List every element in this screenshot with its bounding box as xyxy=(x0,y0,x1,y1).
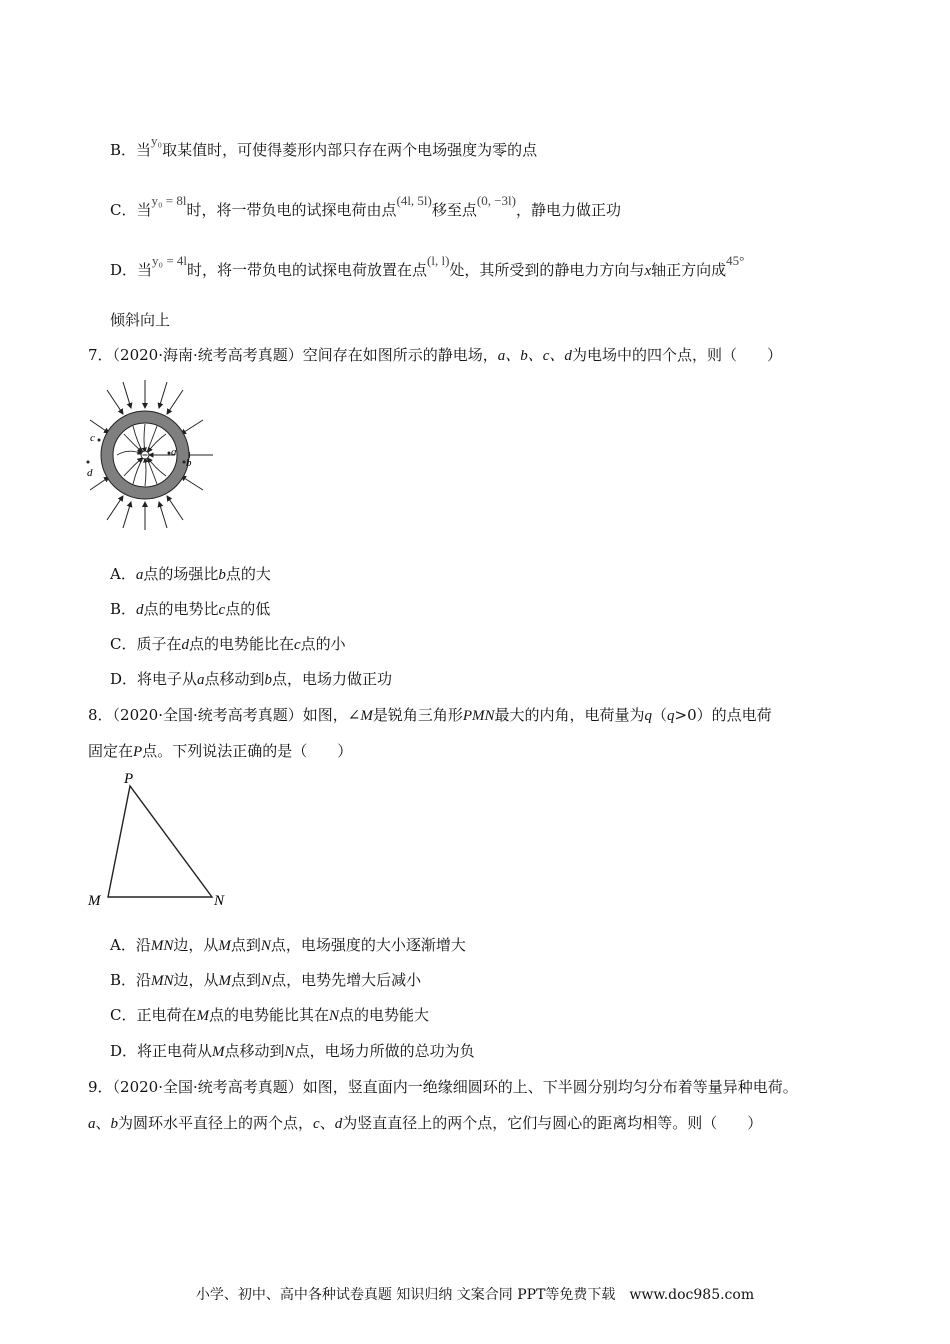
q6-option-b: B．当y₀取某值时，可使得菱形内部只存在两个电场强度为零的点 xyxy=(110,133,538,159)
q9-stem-line2: a、b为圆环水平直径上的两个点，c、d为竖直直径上的两个点，它们与圆心的距离均相等。则（ ） xyxy=(88,1114,763,1132)
q8-option-c: C．正电荷在M点的电势能比其在N点的电势能大 xyxy=(110,1006,430,1024)
q8-option-a: A．沿MN边，从M点到N点，电场强度的大小逐渐增大 xyxy=(110,936,466,954)
q8-label-n: N xyxy=(214,893,225,909)
q7-option-d: D．将电子从a点移动到b点，电场力做正功 xyxy=(110,670,393,688)
q7-option-a: A．a点的场强比b点的大 xyxy=(110,565,271,583)
q8-stem-line1: 8．（2020·全国·统考高考真题）如图，∠M是锐角三角形PMN最大的内角，电荷量为q（q>0）的点电荷 xyxy=(88,706,772,724)
q7-label-c: c xyxy=(90,432,95,444)
q7-label-d: d xyxy=(87,467,93,479)
q8-option-d: D．将正电荷从M点移动到N点，电场力所做的总功为负 xyxy=(110,1042,475,1060)
q7-option-c: C．质子在d点的电势能比在c点的小 xyxy=(110,635,346,653)
q9-stem-line1: 9．（2020·全国·统考高考真题）如图，竖直面内一绝缘细圆环的上、下半圆分别均匀分布着等量异种电荷。 xyxy=(88,1078,798,1096)
q6-option-d-continued: 倾斜向上 xyxy=(110,311,171,329)
q7-option-b: B．d点的电势比c点的低 xyxy=(110,600,271,618)
q8-label-m: M xyxy=(88,893,101,909)
q7-stem: 7．（2020·海南·统考高考真题）空间存在如图所示的静电场，a、b、c、d为电场中的四个点，则（ ） xyxy=(88,346,782,364)
q7-field-figure xyxy=(85,378,215,533)
q8-stem-line2: 固定在P点。下列说法正确的是（ ） xyxy=(88,742,353,760)
q7-label-a: a xyxy=(171,446,177,458)
q8-label-p: P xyxy=(124,771,134,787)
page-footer: 小学、初中、高中各种试卷真题 知识归纳 文案合同 PPT等免费下载 www.doc985.com xyxy=(195,1287,755,1303)
q7-label-b: b xyxy=(186,457,192,469)
q8-option-b: B．沿MN边，从M点到N点，电势先增大后减小 xyxy=(110,971,422,989)
q6-option-d: D．当y₀ = 4l时，将一带负电的试探电荷放置在点(l, l)处，其所受到的静电力方向与x轴正方向成45° xyxy=(110,253,745,279)
q8-triangle-figure xyxy=(85,768,235,910)
q6-option-c: C．当y₀ = 8l时，将一带负电的试探电荷由点(4l, 5l)移至点(0, −3l)，静电力做正功 xyxy=(110,193,622,219)
